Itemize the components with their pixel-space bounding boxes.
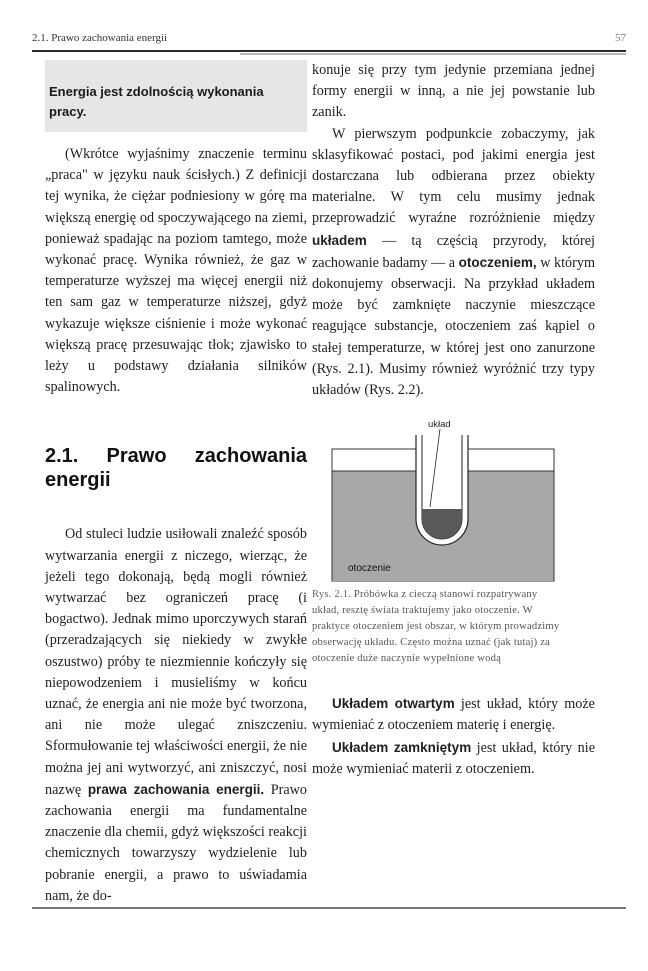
definition-open-system xyxy=(312,693,595,736)
term-conservation-law: prawa zachowania energii. xyxy=(87,781,265,797)
section-heading-number: 2.1. xyxy=(45,445,79,468)
figure-test-tube xyxy=(312,419,564,587)
header-rule-secondary xyxy=(240,53,626,55)
definition-closed-system xyxy=(312,737,595,780)
paragraph-conservation-law xyxy=(45,524,307,907)
paragraph-conservation-rest: Prawo zachowania energii ma fundamentalne znaczenie dla chemii, gdyż większości reakcji chemicznych towarzyszy wydzielenie lub pobranie energii, a prawo to uświadamia nam, że do- xyxy=(45,781,307,904)
right-column xyxy=(312,60,595,780)
caption-label: Rys. 2.1. xyxy=(312,589,352,601)
paragraph-conservation-text: Od stuleci ludzie usiłowali znaleźć sposób wytwarzania energii z niczego, wierząc, że jeżeli tego dokonają, będą mogli również wytwarzać bez ograniczeń pracę (i bogactwo). Jednak mimo uporczywych starań (przeradzających się niekiedy w zwykłe oszustwo) próby te niezmiennie kończyły się niepowodzeniem i musieliśmy w końcu uznać, że energia ani nie może być tworzona, ani nie może ulegać zniszczeniu. Sformułowanie tej właściwości energii, że nie można jej ani wytworzyć, ani zniszczyć, nosi nazwę xyxy=(45,526,307,798)
left-column xyxy=(45,60,307,907)
figure-caption xyxy=(312,587,564,667)
paragraph-energy-examples: (Wkrótce wyjaśnimy znaczenie terminu „praca" w języku nauk ścisłych.) Z definicji tej wynika, że ciężar podniesiony w górę ma większą energię od spoczywającego na ziemi, ponieważ spadając na poziom tamtego, może wykonać pracę. Wynika również, że gaz w temperaturze wyższej ma więcej energii niż ten sam gaz w temperaturze niższej, gdyż wykazuje większe ciśnienie i może wykonać większą pracę przesuwając tłok; zjawisko to leży u podstawy działania silników spalinowych. xyxy=(45,146,307,396)
open-system-text: jest układ, który może wymieniać z otoczeniem materię i energię. xyxy=(312,696,595,734)
caption-text: Próbówka z cieczą stanowi rozpatrywany układ, resztę świata traktujemy jako otoczenie. W praktyce otoczeniem jest obszar, w którym prowadzimy obserwację układu. Często można uznać (jak tutaj) za otoczenie duże naczynie wypełnione wodą xyxy=(312,589,560,665)
test-tube-diagram xyxy=(312,419,564,587)
term-surroundings: otoczeniem, xyxy=(458,254,537,270)
footer-rule xyxy=(32,907,626,909)
label-surroundings: otoczenie xyxy=(348,563,391,575)
closed-system-text: jest układ, który nie może wymieniać materii z otoczeniem. xyxy=(312,739,595,777)
system-text-c: w którym dokonujemy obserwacji. Na przykład układem może być zamknięte naczynie mieszczące reagujące substancje, otoczeniem zaś kąpiel o stałej temperaturze, w której jest ono zanurzone (Rys. 2.1). Musimy również wyróżnić trzy typy układów (Rys. 2.2). xyxy=(312,254,595,399)
term-system: układem xyxy=(312,232,367,248)
section-heading xyxy=(45,444,307,492)
system-text-a: W pierwszym podpunkcie zobaczymy, jak sklasyfikować postaci, pod jakimi energia jest dostarczana lub odbierana przez obiekty materialne. W tym celu musimy jednak przeprowadzić wyraźne rozróżnienie między xyxy=(312,125,595,227)
header-rule xyxy=(32,50,626,52)
system-text-b: — tą częścią przyrody, której zachowanie badamy — a xyxy=(312,232,595,271)
page-number: 57 xyxy=(615,32,626,44)
header-section-title: 2.1. Prawo zachowania energii xyxy=(32,32,168,44)
paragraph-system-surroundings xyxy=(312,124,595,402)
paragraph-continuation: konuje się przy tym jedynie przemiana jednej formy energii w inną, a nie jej powstanie lub zanik. xyxy=(312,62,595,121)
label-system: układ xyxy=(428,419,451,431)
section-heading-text: Prawo zachowania energii xyxy=(45,445,307,492)
term-closed-system: Układem zamkniętym xyxy=(332,739,472,755)
definition-box: Energia jest zdolnością wykonania pracy. xyxy=(45,60,307,132)
term-open-system: Układem otwartym xyxy=(332,696,455,712)
